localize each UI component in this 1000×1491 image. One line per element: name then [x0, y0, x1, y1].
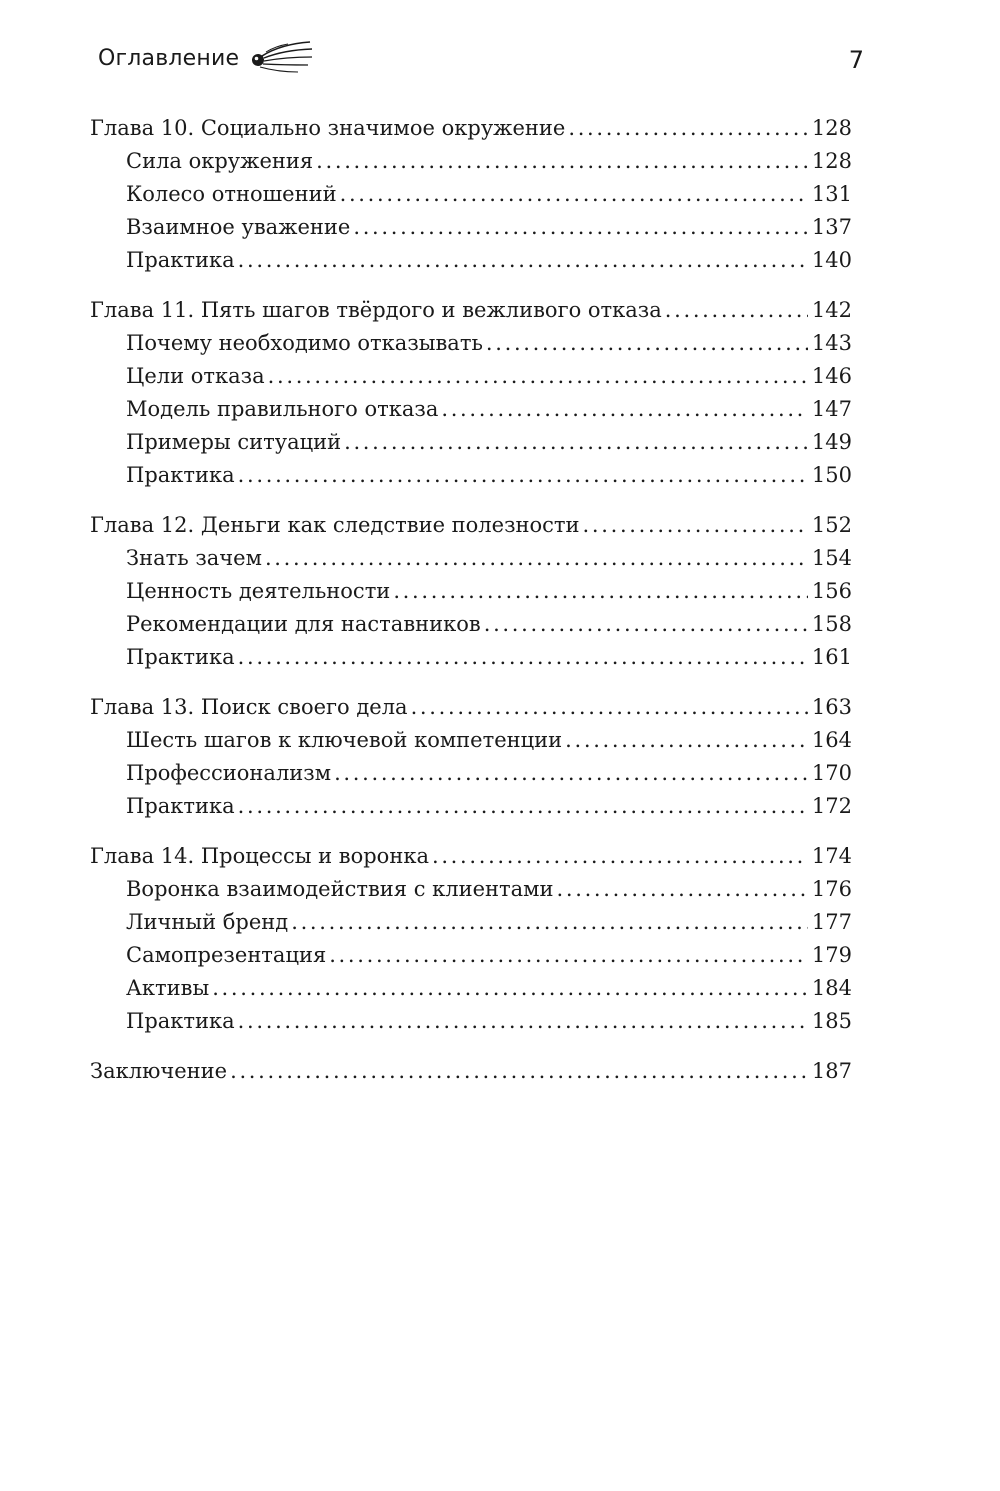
toc-page-number: 128	[811, 149, 852, 173]
toc-chapter-title: Глава 14. Процессы и воронка	[90, 844, 429, 868]
toc-entry-title: Сила окружения	[126, 149, 314, 173]
dot-leader	[411, 695, 808, 719]
toc-entry[interactable]	[90, 364, 852, 397]
toc-chapter-title: Глава 10. Социально значимое окружение	[90, 116, 566, 140]
dot-leader	[316, 149, 808, 173]
toc-page-number: 140	[811, 248, 852, 272]
toc-page-number: 154	[811, 546, 852, 570]
toc-page-number: 142	[811, 298, 852, 322]
toc-entry[interactable]	[90, 877, 852, 910]
toc-section	[90, 695, 852, 827]
toc-page-number: 128	[811, 116, 852, 140]
toc-page-number: 172	[811, 794, 852, 818]
running-title: Оглавление	[98, 46, 240, 71]
dot-leader	[568, 116, 808, 140]
toc-page-number: 179	[811, 943, 852, 967]
dot-leader	[486, 331, 808, 355]
dot-leader	[238, 248, 808, 272]
toc-entry[interactable]	[90, 149, 852, 182]
toc-entry[interactable]	[90, 761, 852, 794]
toc-entry-title: Шесть шагов к ключевой компетенции	[126, 728, 563, 752]
toc-chapter[interactable]	[90, 298, 852, 331]
toc-entry[interactable]	[90, 430, 852, 463]
dot-leader	[565, 728, 808, 752]
table-of-contents	[90, 116, 852, 1109]
dot-leader	[212, 976, 808, 1000]
toc-entry[interactable]	[90, 645, 852, 678]
dot-leader	[238, 463, 808, 487]
dot-leader	[441, 397, 808, 421]
toc-entry-title: Самопрезентация	[126, 943, 327, 967]
toc-entry-title: Цели отказа	[126, 364, 265, 388]
toc-entry-title: Примеры ситуаций	[126, 430, 342, 454]
toc-page-number: 170	[811, 761, 852, 785]
toc-entry[interactable]	[90, 182, 852, 215]
toc-section	[90, 298, 852, 496]
dot-leader	[230, 1059, 808, 1083]
toc-entry-title: Воронка взаимодействия с клиентами	[126, 877, 554, 901]
toc-entry[interactable]	[90, 463, 852, 496]
toc-entry[interactable]	[90, 943, 852, 976]
toc-page-number: 177	[811, 910, 852, 934]
toc-entry[interactable]	[90, 728, 852, 761]
toc-page-number: 149	[811, 430, 852, 454]
toc-entry[interactable]	[90, 976, 852, 1009]
toc-entry-title: Профессионализм	[126, 761, 332, 785]
toc-page-number: 146	[811, 364, 852, 388]
toc-chapter[interactable]	[90, 695, 852, 728]
toc-page-number: 147	[811, 397, 852, 421]
toc-section	[90, 116, 852, 281]
toc-entry-title: Практика	[126, 794, 235, 818]
dot-leader	[432, 844, 808, 868]
dot-leader	[484, 612, 808, 636]
toc-page-number: 163	[811, 695, 852, 719]
toc-chapter-title: Заключение	[90, 1059, 228, 1083]
toc-entry-title: Практика	[126, 1009, 235, 1033]
toc-page-number: 131	[811, 182, 852, 206]
dot-leader	[238, 1009, 808, 1033]
toc-chapter[interactable]	[90, 1059, 852, 1092]
comet-ornament-icon	[246, 38, 316, 78]
toc-entry-title: Почему необходимо отказывать	[126, 331, 483, 355]
toc-entry[interactable]	[90, 331, 852, 364]
toc-entry[interactable]	[90, 397, 852, 430]
toc-page-number: 158	[811, 612, 852, 636]
toc-entry-title: Практика	[126, 248, 235, 272]
toc-chapter[interactable]	[90, 844, 852, 877]
page-number: 7	[848, 46, 864, 74]
toc-page-number: 150	[811, 463, 852, 487]
dot-leader	[291, 910, 808, 934]
dot-leader	[265, 546, 808, 570]
dot-leader	[238, 794, 808, 818]
toc-entry-title: Практика	[126, 645, 235, 669]
dot-leader	[665, 298, 808, 322]
toc-page-number: 137	[811, 215, 852, 239]
toc-page-number: 174	[811, 844, 852, 868]
toc-entry-title: Активы	[126, 976, 210, 1000]
toc-page-number: 161	[811, 645, 852, 669]
toc-entry-title: Личный бренд	[126, 910, 289, 934]
dot-leader	[334, 761, 808, 785]
toc-section	[90, 513, 852, 678]
toc-page-number: 164	[811, 728, 852, 752]
dot-leader	[557, 877, 808, 901]
toc-entry[interactable]	[90, 248, 852, 281]
toc-page-number: 156	[811, 579, 852, 603]
toc-page-number: 176	[811, 877, 852, 901]
dot-leader	[329, 943, 808, 967]
toc-chapter[interactable]	[90, 513, 852, 546]
page-header	[98, 44, 864, 80]
toc-entry[interactable]	[90, 1009, 852, 1042]
toc-entry-title: Практика	[126, 463, 235, 487]
dot-leader	[353, 215, 808, 239]
dot-leader	[393, 579, 808, 603]
toc-page-number: 185	[811, 1009, 852, 1033]
toc-entry[interactable]	[90, 215, 852, 248]
toc-entry[interactable]	[90, 579, 852, 612]
toc-entry-title: Рекомендации для наставников	[126, 612, 481, 636]
toc-chapter-title: Глава 11. Пять шагов твёрдого и вежливого отказа	[90, 298, 662, 322]
toc-section	[90, 844, 852, 1042]
toc-chapter-title: Глава 12. Деньги как следствие полезности	[90, 513, 580, 537]
toc-section	[90, 1059, 852, 1092]
toc-page-number: 184	[811, 976, 852, 1000]
toc-entry-title: Ценность деятельности	[126, 579, 391, 603]
toc-chapter[interactable]	[90, 116, 852, 149]
dot-leader	[583, 513, 808, 537]
toc-entry-title: Модель правильного отказа	[126, 397, 439, 421]
dot-leader	[340, 182, 808, 206]
toc-entry[interactable]	[90, 910, 852, 943]
toc-entry[interactable]	[90, 794, 852, 827]
toc-page-number: 152	[811, 513, 852, 537]
toc-chapter-title: Глава 13. Поиск своего дела	[90, 695, 408, 719]
toc-entry[interactable]	[90, 546, 852, 579]
toc-entry-title: Колесо отношений	[126, 182, 337, 206]
toc-page-number: 143	[811, 331, 852, 355]
toc-entry[interactable]	[90, 612, 852, 645]
toc-entry-title: Знать зачем	[126, 546, 262, 570]
dot-leader	[238, 645, 808, 669]
toc-entry-title: Взаимное уважение	[126, 215, 351, 239]
dot-leader	[268, 364, 808, 388]
dot-leader	[344, 430, 808, 454]
toc-page-number: 187	[811, 1059, 852, 1083]
